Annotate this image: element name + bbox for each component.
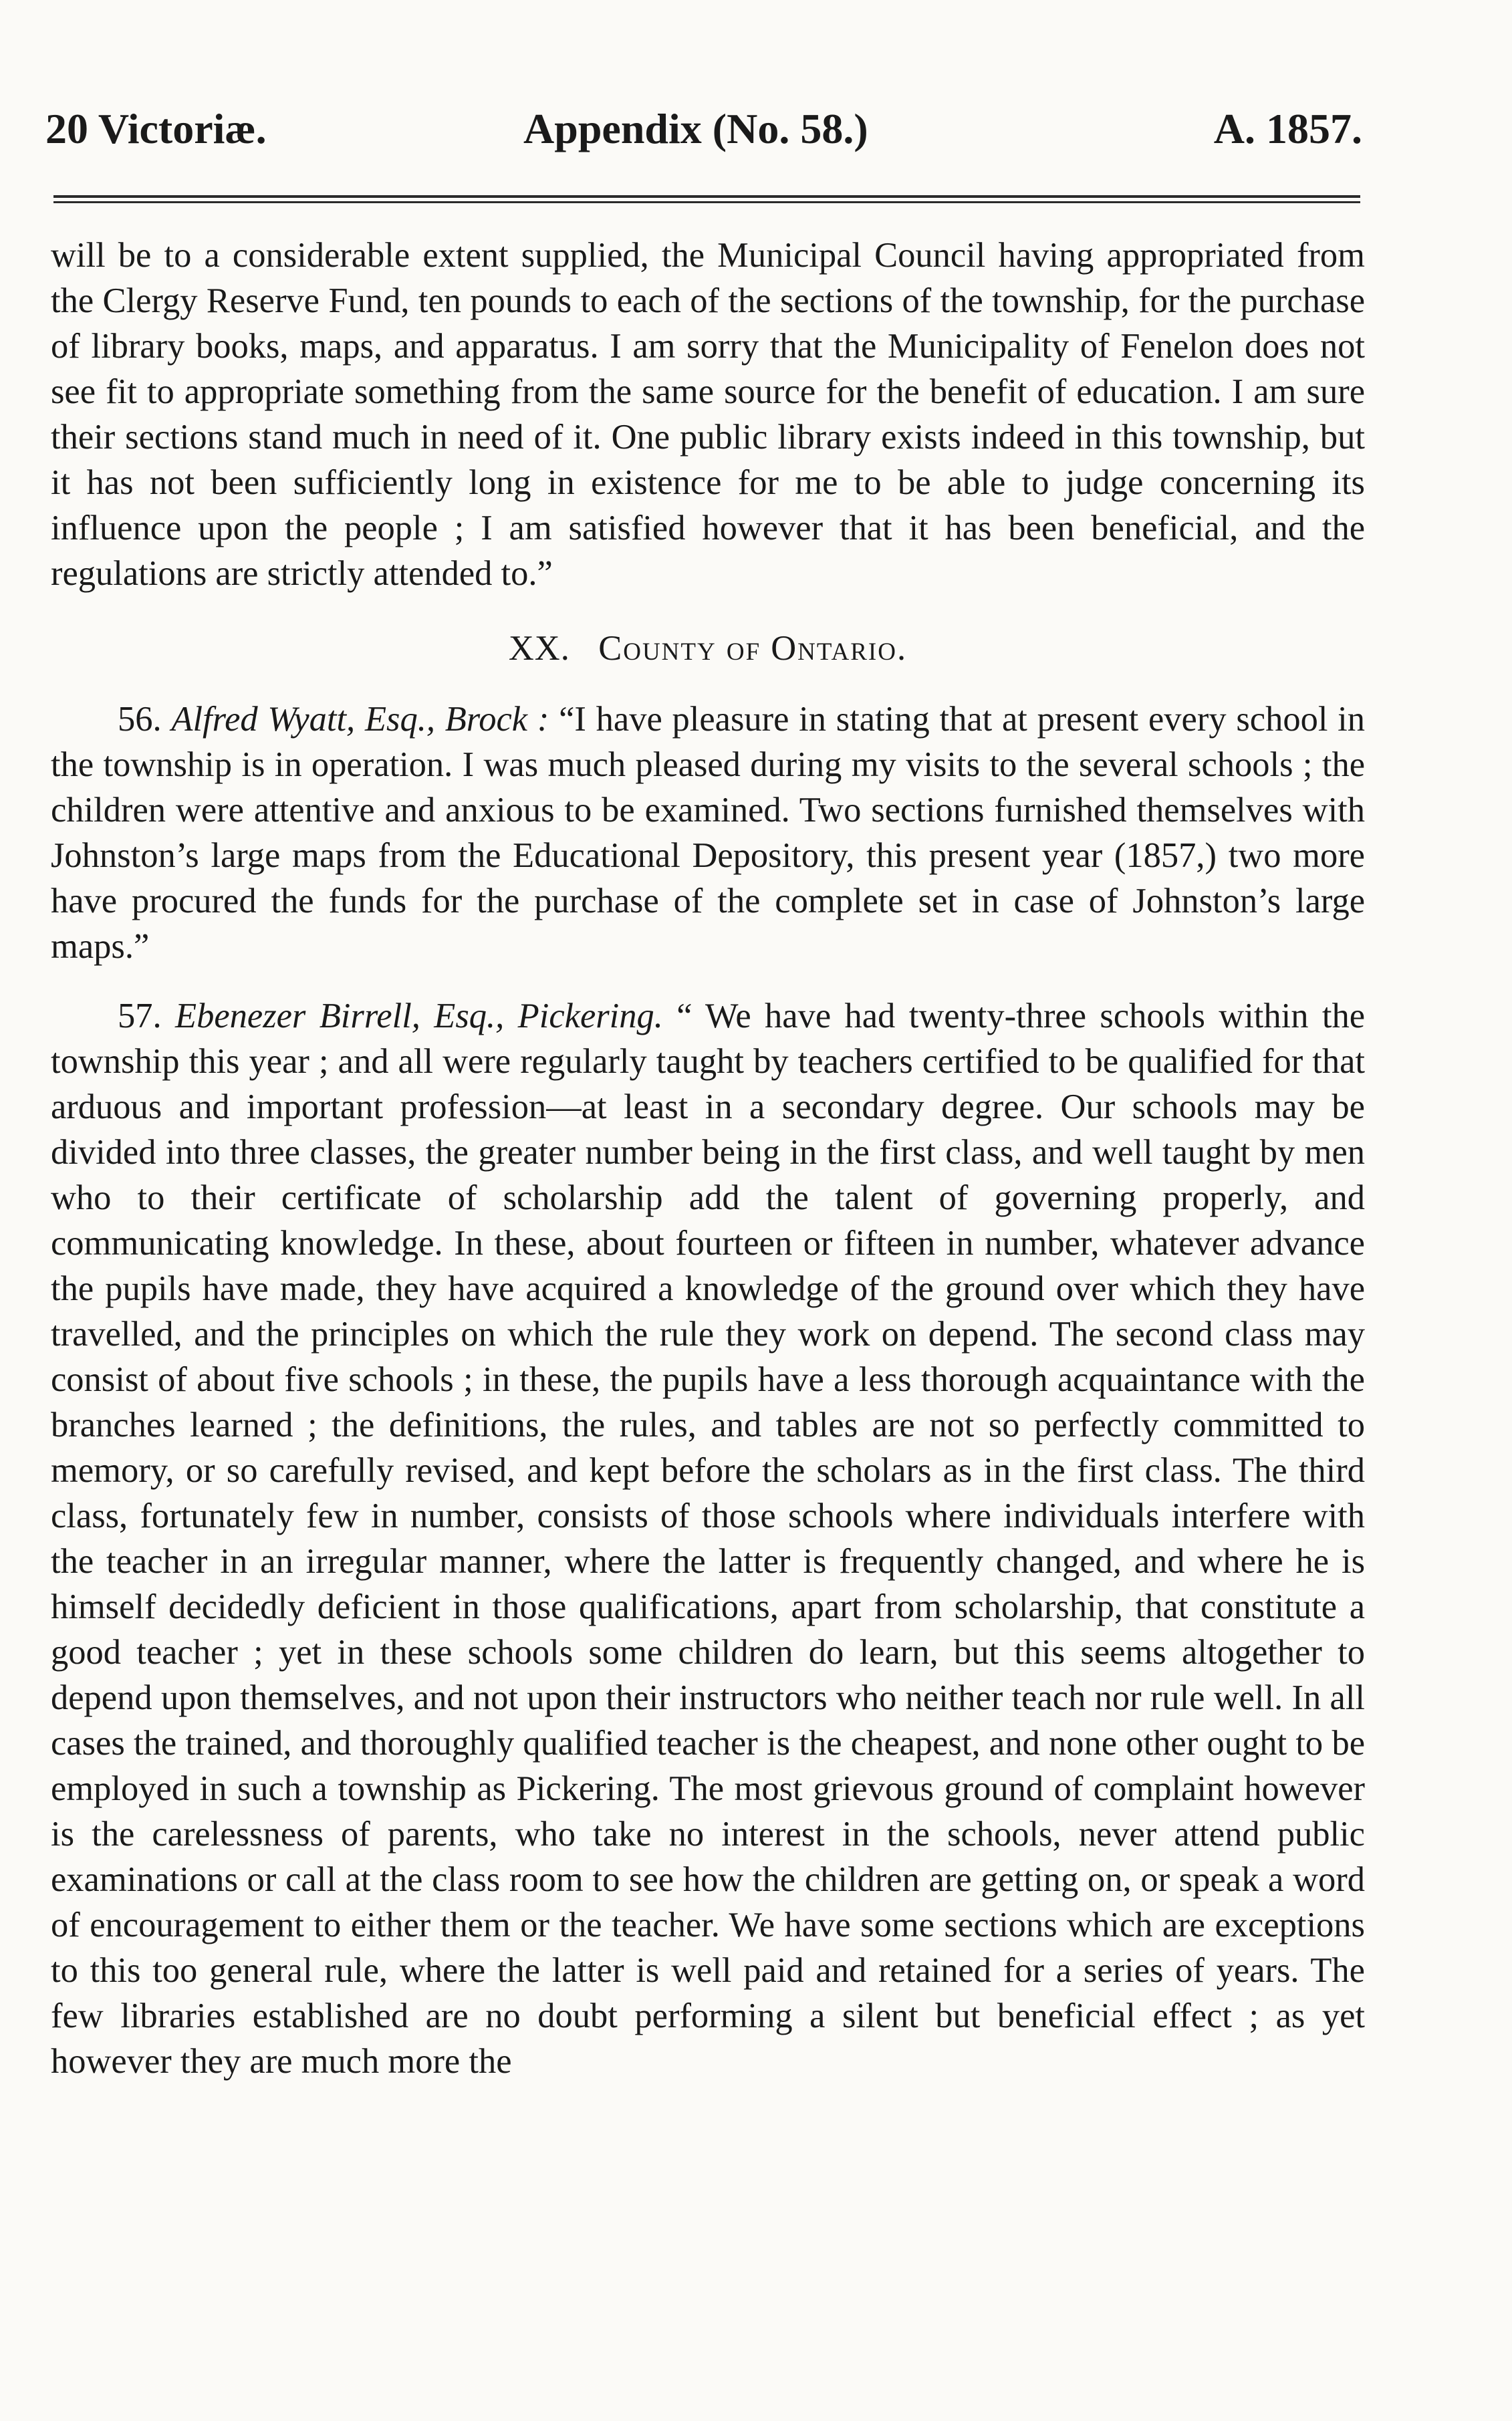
entry-57: [51, 993, 1365, 2084]
entry-author: Alfred Wyatt, Esq., Brock :: [171, 700, 549, 739]
entry-author: Ebenezer Birrell, Esq., Pickering.: [175, 997, 663, 1035]
header-appendix: Appendix (No. 58.): [523, 105, 868, 152]
entry-56: [51, 696, 1365, 969]
entry-number: 56.: [118, 700, 162, 739]
header-rule-bottom: [53, 201, 1360, 203]
entry-text: “I have pleasure in stating that at present every school in the township is in operation. I was much pleased during my visits to the several schools ; the children were attentive and anxious to be examined. Two sections furnished themselves with Johnston’s large maps from the Educational Depository, this present year (1857,) two more have procured the funds for the purchase of the complete set in case of Johnston’s large maps.”: [51, 700, 1365, 966]
entry-number: 57.: [118, 997, 162, 1035]
intro-paragraph: will be to a considerable extent supplied, the Municipal Council having appropriated from the Clergy Reserve Fund, ten pounds to each of the sections of the township, for the purchase of library books, maps, and apparatus. I am sorry that the Municipality of Fenelon does not see fit to appropriate something from the same source for the benefit of education. I am sure their sections stand much in need of it. One public library exists indeed in this township, but it has not been sufficiently long in existence for me to be able to judge concerning its influence upon the people ; I am satisfied however that it has been beneficial, and the regulations are strictly attended to.”: [51, 236, 1365, 593]
header-session: 20 Victoriæ.: [45, 105, 267, 152]
entry-text: “ We have had twenty-three schools within the township this year ; and all were regularly taught by teachers certified to be qualified for that arduous and important profession—at least in a secondary degree. Our schools may be divided into three classes, the greater number being in the first class, and well taught by men who to their certificate of scholarship add the talent of governing properly, and communicating knowledge. In these, about fourteen or fifteen in number, whatever advance the pupils have made, they have acquired a knowledge of the ground over which they have travelled, and the principles on which the rule they work on depend. The second class may consist of about five schools ; in these, the pupils have a less thorough acquaintance with the branches learned ; the definitions, the rules, and tables are not so perfectly committed to memory, or so carefully revised, and kept before the scholars as in the first class. The third class, fortunately few in number, consists of those schools where individuals interfere with the teacher in an irregular manner, where the latter is frequently changed, and where he is himself decidedly deficient in those qualifications, apart from scholarship, that constitute a good teacher ; yet in these schools some children do learn, but this seems altogether to depend upon themselves, and not upon their instructors who neither teach nor rule well. In all cases the trained, and thoroughly qualified teacher is the cheapest, and none other ought to be employed in such a township as Pickering. The most grievous ground of complaint however is the carelessness of parents, who take no interest in the schools, never attend public examinations or call at the class room to see how the children are getting on, or speak a word of encouragement to either them or the teacher. We have some sections which are exceptions to this too general rule, where the latter is well paid and retained for a series of years. The few libraries established are no doubt performing a silent but beneficial effect ; as yet however they are much more the: [51, 997, 1366, 2081]
header-rule-top: [53, 195, 1360, 198]
section-heading: [51, 626, 1365, 671]
page-header: [45, 99, 1362, 159]
section-number: XX.: [508, 629, 570, 668]
header-year: A. 1857.: [1213, 105, 1362, 152]
section-title: County of Ontario.: [598, 629, 908, 668]
page-body: [51, 233, 1365, 2084]
